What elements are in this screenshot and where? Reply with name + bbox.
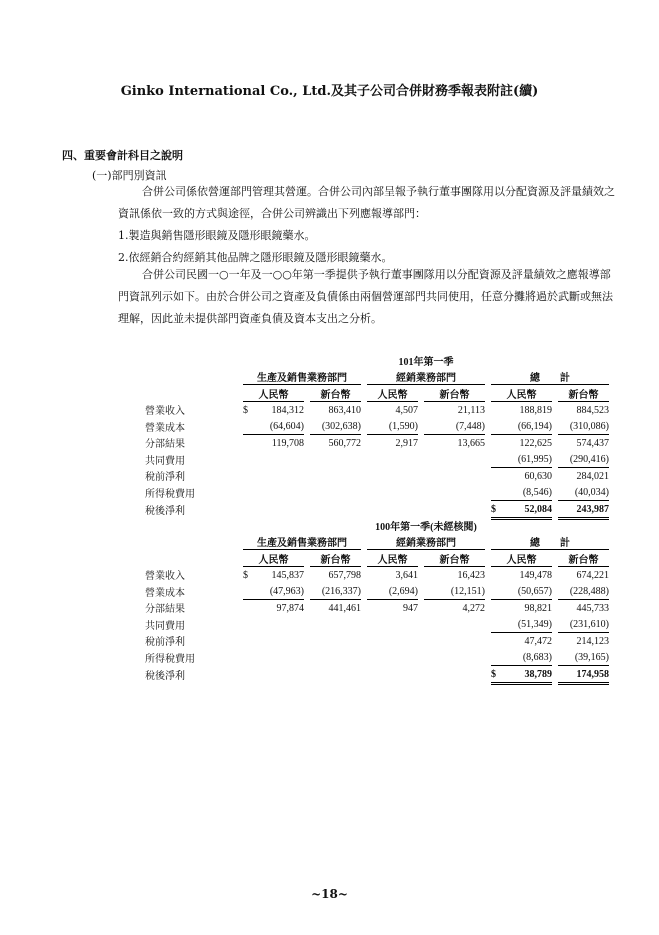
cell: 119,708 — [271, 437, 304, 449]
cell: (40,034) — [558, 484, 609, 501]
cell: 884,523 — [576, 404, 609, 416]
cell: (216,337) — [310, 583, 361, 600]
cell: (47,963) — [253, 583, 304, 600]
cell: 243,987 — [558, 501, 609, 519]
cell: (8,546) — [501, 484, 552, 501]
cell: 284,021 — [576, 470, 609, 482]
cell: 4,272 — [462, 602, 485, 614]
cell: 560,772 — [328, 437, 361, 449]
table-row — [145, 402, 609, 419]
table-row — [145, 666, 609, 684]
table-row — [145, 468, 609, 485]
currency-symbol: $ — [491, 501, 501, 519]
cell: (64,604) — [253, 418, 304, 435]
cell: (310,086) — [558, 418, 609, 435]
table-row — [145, 649, 609, 666]
row-label: 稅後淨利 — [145, 506, 185, 517]
cell: 445,733 — [576, 602, 609, 614]
row-label: 共同費用 — [145, 455, 185, 467]
section-title: 四、重要會計科目之說明 — [62, 149, 183, 162]
cell: 145,837 — [271, 569, 304, 581]
row-label: 營業收入 — [145, 571, 185, 583]
segment-item-2: 2.依經銷合約經銷其他品牌之隱形眼鏡及隱形眼鏡藥水。 — [118, 251, 393, 264]
row-label: 營業成本 — [145, 422, 185, 434]
cell: 122,625 — [519, 437, 552, 449]
row-label: 稅前淨利 — [145, 637, 185, 649]
row-label: 稅後淨利 — [145, 671, 185, 682]
col-header-ntd: 新台幣 — [558, 385, 609, 402]
cell: 13,665 — [457, 437, 485, 449]
segment-table-100q1 — [145, 517, 609, 685]
subsection-title: (一)部門別資訊 — [92, 169, 167, 182]
page-header: Ginko International Co., Ltd.及其子公司合併財務季報表附註(續) — [120, 84, 539, 99]
cell: 60,630 — [524, 470, 552, 482]
table-row — [145, 451, 609, 468]
cell: 21,113 — [457, 404, 485, 416]
col-header-rmb: 人民幣 — [491, 550, 552, 567]
cell: 947 — [403, 602, 418, 614]
col-header-rmb: 人民幣 — [367, 385, 418, 402]
cell: (231,610) — [558, 616, 609, 633]
period-heading: 101年第一季 — [398, 356, 454, 368]
table-row — [145, 484, 609, 501]
cell: (51,349) — [501, 616, 552, 633]
row-label: 所得稅費用 — [145, 488, 195, 500]
currency-symbol: $ — [243, 404, 248, 416]
cell: (12,151) — [434, 583, 485, 600]
cell: (39,165) — [558, 649, 609, 666]
table-row — [145, 418, 609, 435]
col-header-ntd: 新台幣 — [424, 550, 485, 567]
cell: 657,798 — [328, 569, 361, 581]
cell: 149,478 — [519, 569, 552, 581]
row-label: 所得稅費用 — [145, 653, 195, 665]
cell: 38,789 — [501, 666, 552, 684]
col-header-rmb: 人民幣 — [491, 385, 552, 402]
page-number: ~18~ — [311, 887, 348, 901]
cell: 188,819 — [519, 404, 552, 416]
cell: (302,638) — [310, 418, 361, 435]
row-label: 分部結果 — [145, 604, 185, 616]
cell: 574,437 — [576, 437, 609, 449]
row-label: 營業成本 — [145, 587, 185, 599]
table-row — [145, 583, 609, 600]
segment-heading-distribution: 經銷業務部門 — [367, 533, 485, 550]
cell: (1,590) — [367, 418, 418, 435]
cell: 674,221 — [576, 569, 609, 581]
currency-symbol: $ — [243, 569, 248, 581]
row-label: 分部結果 — [145, 439, 185, 451]
col-header-ntd: 新台幣 — [310, 550, 361, 567]
table-row — [145, 501, 609, 519]
cell: (66,194) — [501, 418, 552, 435]
cell: (2,694) — [367, 583, 418, 600]
row-label: 稅前淨利 — [145, 472, 185, 484]
col-header-rmb: 人民幣 — [243, 550, 304, 567]
cell: (7,448) — [434, 418, 485, 435]
table-row — [145, 567, 609, 584]
row-label: 共同費用 — [145, 620, 185, 632]
cell: 174,958 — [558, 666, 609, 684]
cell: 52,084 — [501, 501, 552, 519]
col-header-ntd: 新台幣 — [310, 385, 361, 402]
col-header-rmb: 人民幣 — [243, 385, 304, 402]
cell: 97,874 — [276, 602, 304, 614]
col-header-ntd: 新台幣 — [424, 385, 485, 402]
row-label: 營業收入 — [145, 406, 185, 418]
segment-table-101q1 — [145, 352, 609, 520]
cell: 3,641 — [395, 569, 418, 581]
table-row — [145, 600, 609, 617]
segment-heading-total: 總 計 — [491, 368, 609, 385]
table-row — [145, 435, 609, 452]
cell: (61,995) — [501, 451, 552, 468]
cell: 184,312 — [271, 404, 304, 416]
cell: (228,488) — [558, 583, 609, 600]
segment-heading-distribution: 經銷業務部門 — [367, 368, 485, 385]
segment-info-paragraph: 合併公司民國一○一年及一○○年第一季提供予執行董事團隊用以分配資源及評量績效之應報導部門資訊列示如下。由於合併公司之資產及負債係由兩個營運部門共同使用，任意分攤將過於武斷或無法理解，因此並未提供部門資產負債及資本支出之分析。 — [118, 268, 613, 325]
cell: 214,123 — [576, 635, 609, 647]
segment-heading-manufacturing: 生產及銷售業務部門 — [243, 368, 361, 385]
period-heading: 100年第一季(未經核閱) — [375, 521, 477, 533]
cell: 4,507 — [395, 404, 418, 416]
segment-heading-manufacturing: 生產及銷售業務部門 — [243, 533, 361, 550]
cell: (8,683) — [501, 649, 552, 666]
cell: (290,416) — [558, 451, 609, 468]
table-row — [145, 616, 609, 633]
currency-symbol: $ — [491, 666, 501, 684]
col-header-ntd: 新台幣 — [558, 550, 609, 567]
segment-item-1: 1.製造與銷售隱形眼鏡及隱形眼鏡藥水。 — [118, 229, 316, 242]
cell: 441,461 — [328, 602, 361, 614]
cell: 863,410 — [328, 404, 361, 416]
cell: 98,821 — [524, 602, 552, 614]
col-header-rmb: 人民幣 — [367, 550, 418, 567]
cell: 2,917 — [395, 437, 418, 449]
intro-paragraph: 合併公司係依營運部門管理其營運。合併公司內部呈報予執行董事團隊用以分配資源及評量績效之資訊係依一致的方式與途徑，合併公司辨識出下列應報導部門： — [118, 185, 615, 220]
table-row — [145, 633, 609, 650]
cell: 16,423 — [457, 569, 485, 581]
cell: (50,657) — [501, 583, 552, 600]
segment-heading-total: 總 計 — [491, 533, 609, 550]
cell: 47,472 — [524, 635, 552, 647]
